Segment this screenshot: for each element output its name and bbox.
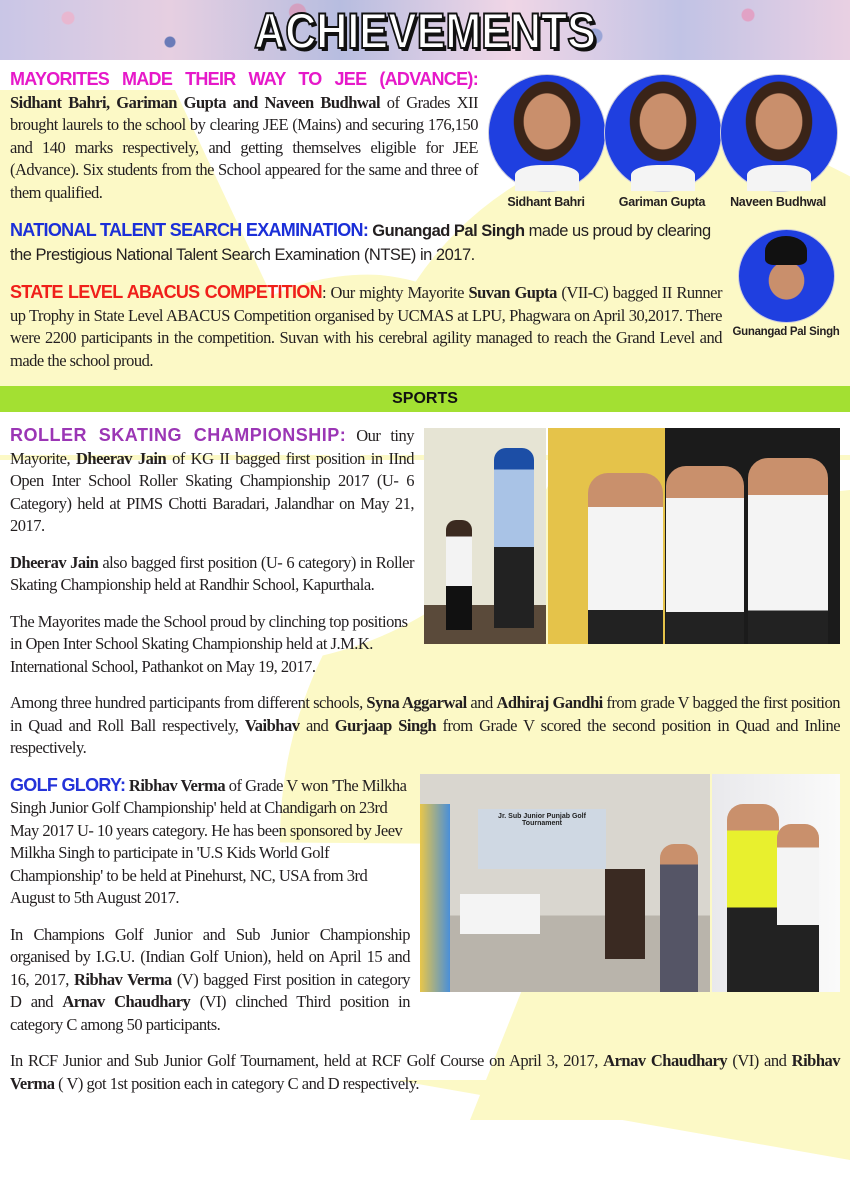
page-title: ACHIEVEMENTS [254,3,596,59]
text-run: from grade V bagged the first position in Quad and Roll Ball respectively, [10,693,841,735]
paragraph-text [10,553,414,595]
caption: Gunangad Pal Singh [732,326,840,338]
paragraph-text [10,612,349,631]
sports-section-bar [0,386,850,412]
photo-golf-tournament [420,774,710,992]
tournament-banner: Jr. Sub Junior Punjab Golf Tournament [478,809,606,869]
bold-name: Arnav Chaudhary [62,992,191,1011]
abacus-heading: STATE LEVEL ABACUS COMPETITION [10,282,322,302]
text-run: made us proud by clearing the Prestigious National Talent Search Examination (NTSE) in 2017. [10,222,711,264]
text-run: In RCF Junior and Sub Junior Golf Tournament, held at RCF Golf Course on April 3, 2017, [10,1051,604,1070]
bold-name: Arnav Chaudhary [603,1051,728,1070]
golf-heading: GOLF GLORY: [10,774,126,795]
sports-title: SPORTS [392,390,458,407]
portrait-gariman-gupta [604,74,722,192]
text-run: (VI) and [727,1051,792,1070]
bold-name: Ribhav Verma [10,1051,841,1093]
header-banner [0,0,850,60]
photo-dheerav-jain-award [424,428,546,644]
bold-name: Dheerav Jain [10,552,99,572]
page-content [10,68,840,1095]
text-run: (V) bagged First position in category D and [10,969,411,1011]
bold-name: Ribhav Verma [125,775,226,795]
portrait-naveen-budhwal [720,74,838,192]
ntse-section [10,218,840,267]
portrait-sidhant-bahri [488,74,606,192]
text-run: ( V) got 1st position each in category C and D respectively. [54,1073,420,1093]
text-run: (VII-C) bagged II Runner up Trophy in State Level ABACUS Competition organised by UCMAS at LPU, Phagwara on April 30,2017. There were 2200 participants in the competition. Suvan with his cerebral agility managed to reach the Grand Level and made the school proud. [10,283,722,370]
text-run: of Grade V won 'The Milkha Singh Junior Golf Championship' held at Chandigarh on 23rd May 2017 U- 10 years category. He has been sponsored by Jeev Milkha Singh to participate in 'U.S Kids World Golf Championship' to be held at Pinehurst, NC, USA from 3rd August to 5th August 2017. [10,775,407,907]
photo-golf-award [712,774,840,992]
portrait-gunangad-pal-singh [738,229,835,323]
bold-name: Gunangad Pal Singh [368,222,525,240]
text-run: In Champions Golf Junior and Sub Junior Championship organised by I.G.U. (Indian Golf Union), held on April 15 and 16, 2017, [10,924,410,989]
roller-heading: ROLLER SKATING CHAMPIONSHIP: [10,425,347,445]
text-run: (VI) clinched Third position in category C among 50 participants. [10,992,410,1034]
photo-skating-winners [548,428,840,644]
text-run: and [466,693,497,712]
text-run: Among three hundred participants from different schools, [10,693,367,712]
caption: Naveen Budhwal [730,195,826,209]
text-run: The Mayorites made the School proud by clinching top [10,611,349,631]
bold-name: Gurjaap Singh [334,715,437,735]
caption: Sidhant Bahri [507,195,585,209]
bold-name: Suvan Gupta [468,283,557,302]
paragraph-text [10,776,406,908]
text-run: also bagged first position (U- 6 category) in Roller Skating Championship held at Randhir School, Kapurthala. [10,552,414,594]
text-run: Our tiny Mayorite, [10,426,414,468]
bold-name: Adhiraj Gandhi [496,693,603,712]
roller-photos [424,428,840,644]
paragraph-text [10,93,478,202]
bold-name: Dheerav Jain [75,448,167,468]
text-run: and [299,715,335,735]
paragraph-text [10,1051,840,1093]
abacus-section [10,281,840,372]
jee-portraits [488,74,840,209]
text-run: : Our mighty Mayorite [321,283,469,302]
ntse-heading: NATIONAL TALENT SEARCH EXAMINATION: [10,220,369,240]
paragraph-text [10,925,410,1034]
text-run: of Grades XII brought laurels to the school by clearing JEE (Mains) and securing 176,150 and 140 marks respectively, and getting themselves eligible for JEE (Advance). Six students from the School appeared for the same and three of them qualified. [10,92,478,202]
text-run: from Grade V scored the second position in Quad and Inline respectively. [10,715,841,757]
golf-photos [420,774,840,992]
jee-heading: MAYORITES MADE THEIR WAY TO JEE (ADVANCE): [10,69,478,89]
text-run: of KG II bagged first position in IInd Open Inter School Roller Skating Championship 2017 (U- 6 Category) held at PIMS Chotti Baradari, Jalandhar on May 21, 2017. [10,448,414,535]
bold-name: Vaibhav [244,715,300,735]
bold-name: Syna Aggarwal [366,693,467,712]
ntse-portrait [732,229,840,338]
bold-name: Sidhant Bahri, Gariman Gupta and Naveen Budhwal [10,92,381,112]
caption: Gariman Gupta [618,195,706,209]
bold-name: Ribhav Verma [73,969,172,989]
paragraph-text [10,693,840,757]
text-run: positions in Open Inter School Skating Championship held at J.M.K. International School, Pathankot on May 19, 2017. [10,611,408,676]
